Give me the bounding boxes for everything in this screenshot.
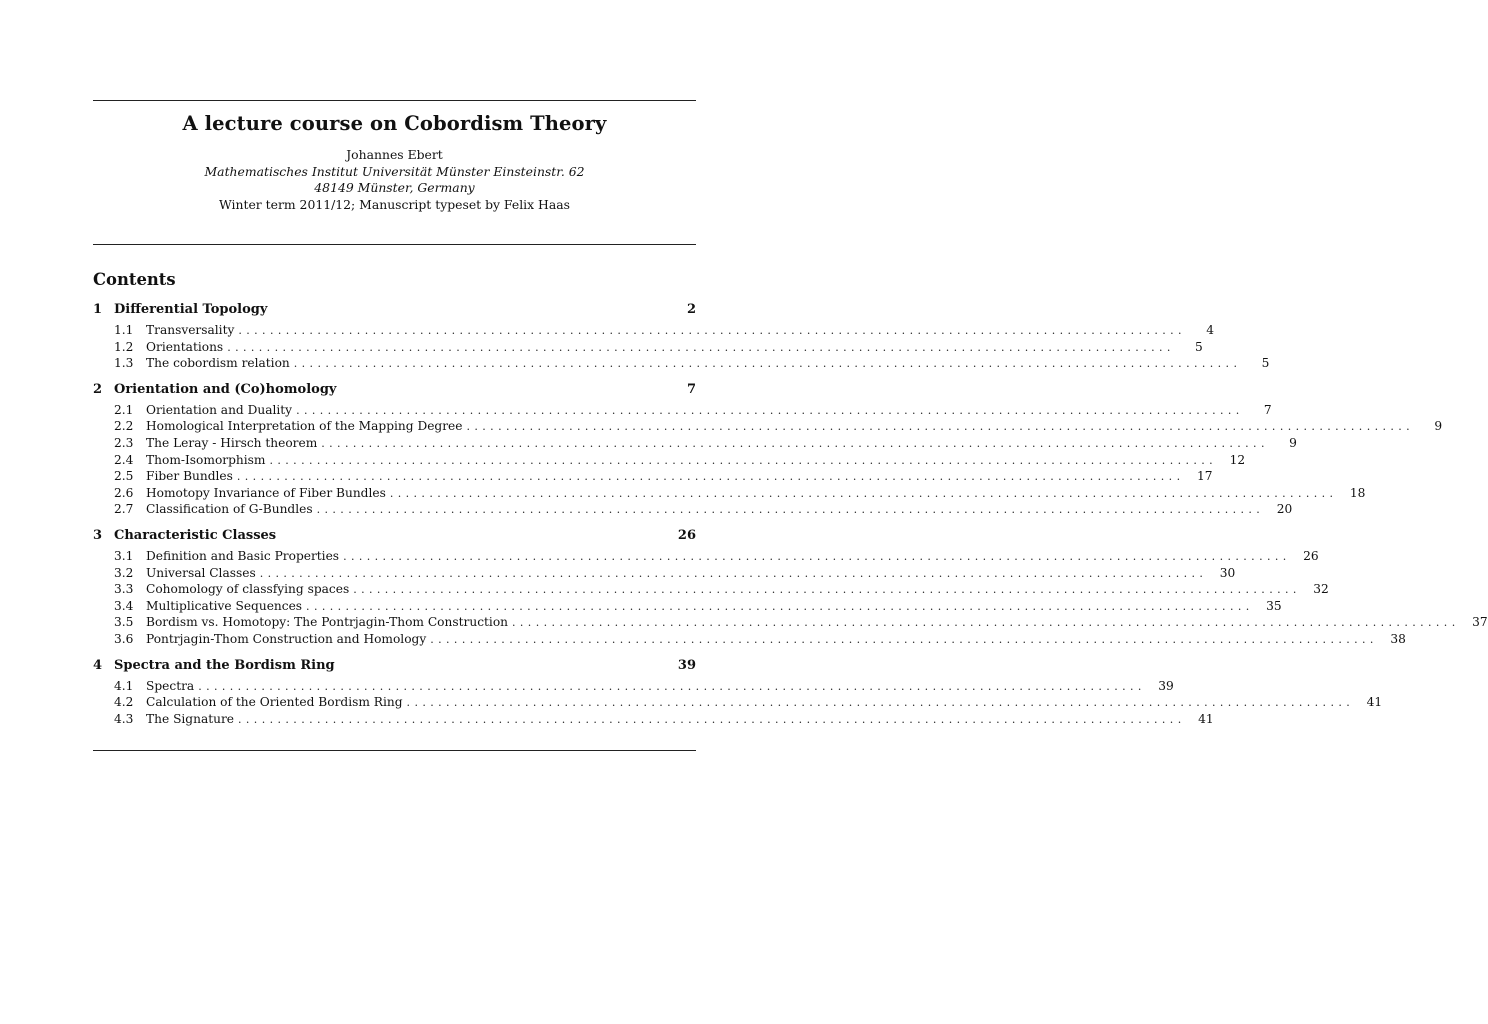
section-page-number: 38 [1390,631,1406,646]
section-number: 2.5 [114,469,134,484]
section-number: 3.6 [114,631,134,646]
section-title: The Signature [146,711,235,726]
dot-leader: ........................................................................................................................ [269,453,1218,467]
dot-leader: ........................................................................................................................ [259,566,1208,580]
author: Johannes Ebert [346,147,443,162]
toc-section-entry[interactable] [93,582,1329,599]
dot-leader: ........................................................................................................................ [466,420,1415,434]
chapter-title: Differential Topology [114,302,268,317]
dot-leader: ........................................................................................................................ [389,486,1338,500]
toc-section-entry[interactable] [93,711,1214,729]
chapter-number: 3 [93,527,103,543]
section-title: Orientations [146,339,224,354]
section-title: Universal Classes [146,565,256,580]
section-number: 4.3 [114,711,134,726]
chapter-number: 4 [93,657,103,673]
top-rule [93,100,696,101]
section-title: Thom-Isomorphism [146,452,266,467]
section-title: Pontrjagin-Thom Construction and Homology [146,631,427,646]
dot-leader: ........................................................................................................................ [512,616,1460,630]
section-number: 3.2 [114,565,134,580]
section-number: 2.6 [114,485,134,500]
dot-leader: ........................................................................................................................ [321,436,1269,450]
affiliation-line-1: Mathematisches Institut Universität Münster Einsteinstr. 62 [204,163,585,179]
toc-chapter-entry[interactable] [93,658,696,675]
bottom-rule [93,750,696,751]
section-page-number: 26 [1303,548,1319,563]
toc-section-entry[interactable] [93,502,1293,519]
chapter-page-number: 26 [677,527,696,543]
chapter-page-number: 39 [677,657,696,673]
section-page-number: 41 [1366,695,1383,710]
section-title: Definition and Basic Properties [146,548,340,563]
toc-section-entry[interactable] [93,598,1282,616]
section-page-number: 12 [1229,452,1246,467]
section-number: 2.4 [114,452,134,467]
section-title: Homotopy Invariance of Fiber Bundles [146,485,386,500]
section-number: 2.7 [114,502,134,517]
term-note: Winter term 2011/12; Manuscript typeset by Felix Haas [219,196,570,212]
toc-section-entry[interactable] [93,485,1366,503]
chapter-number: 2 [93,381,103,397]
section-title: Calculation of the Oriented Bordism Ring [146,695,403,710]
toc-section-entry[interactable] [93,323,1214,340]
section-number: 2.1 [114,402,134,417]
section-number: 1.1 [114,323,134,337]
section-page-number: 39 [1158,678,1174,693]
toc-section-entry[interactable] [93,631,1406,649]
section-page-number: 9 [1289,435,1297,450]
toc-section-entry[interactable] [93,419,1443,436]
document-title: A lecture course on Cobordism Theory [182,112,607,135]
toc-section-entry[interactable] [93,339,1203,357]
dot-leader: ........................................................................................................................ [227,340,1175,354]
toc-section-entry[interactable] [93,615,1488,632]
dot-leader: ........................................................................................................................ [406,696,1355,710]
chapter-page-number: 7 [686,381,696,397]
toc-chapter-entry[interactable] [93,528,696,545]
section-title: Classification of G-Bundles [146,502,313,517]
toc-chapter [93,527,1488,649]
section-title: Multiplicative Sequences [146,598,303,613]
section-title: Bordism vs. Homotopy: The Pontrjagin-Thom Construction [146,615,509,630]
toc-section-entry[interactable] [93,402,1272,420]
section-title: Cohomology of classfying spaces [146,582,350,597]
toc-section-entry[interactable] [93,435,1297,453]
section-page-number: 30 [1219,565,1236,580]
section-number: 2.2 [114,419,134,434]
section-title: The Leray - Hirsch theorem [146,435,318,450]
chapter-number: 1 [93,302,103,317]
section-title: Transversality [146,323,235,337]
dot-leader: ........................................................................................................................ [353,583,1301,597]
section-title: Orientation and Duality [146,402,293,417]
section-page-number: 41 [1198,711,1214,726]
section-page-number: 5 [1261,356,1270,371]
section-number: 1.3 [114,356,134,371]
dot-leader: ........................................................................................................................ [238,324,1186,337]
section-title: Fiber Bundles [146,469,233,484]
dot-leader: ........................................................................................................................ [316,503,1265,517]
section-page-number: 9 [1434,419,1443,434]
section-page-number: 20 [1276,502,1293,517]
section-number: 3.4 [114,598,134,613]
section-number: 3.5 [114,615,134,630]
toc-chapter-entry[interactable] [93,382,696,399]
section-number: 3.1 [114,548,134,563]
section-page-number: 37 [1472,615,1488,630]
toc-chapter [93,657,1383,729]
toc-section-entry[interactable] [93,452,1246,470]
section-number: 3.3 [114,582,134,597]
toc-section-entry[interactable] [93,356,1270,373]
section-page-number: 35 [1266,598,1282,613]
affiliation-line-2: 48149 Münster, Germany [314,180,475,196]
dot-leader: ........................................................................................................................ [236,470,1185,484]
toc-section-entry[interactable] [93,548,1319,566]
toc-section-entry[interactable] [93,695,1383,712]
chapter-title: Orientation and (Co)homology [114,381,337,397]
toc-section-entry[interactable] [93,565,1236,583]
section-title: The cobordism relation [146,356,290,371]
chapter-page-number: 2 [686,302,696,317]
chapter-title: Characteristic Classes [114,527,277,543]
dot-leader: ........................................................................................................................ [198,679,1146,693]
section-page-number: 7 [1263,402,1272,417]
section-number: 4.2 [114,695,134,710]
section-page-number: 32 [1313,582,1329,597]
section-page-number: 18 [1349,485,1366,500]
toc-chapter-entry[interactable] [93,302,696,319]
section-page-number: 4 [1206,323,1214,337]
dot-leader: ........................................................................................................................ [238,712,1186,726]
toc-chapter [93,381,1443,519]
dot-leader: ........................................................................................................................ [296,403,1244,417]
toc-section-entry[interactable] [93,469,1213,486]
section-title: Homological Interpretation of the Mapping Degree [146,419,463,434]
dot-leader: ........................................................................................................................ [343,549,1291,563]
section-page-number: 5 [1195,339,1203,354]
section-page-number: 17 [1196,469,1213,484]
contents-heading: Contents [93,270,176,289]
toc-chapter [93,302,1270,373]
table-of-contents [93,302,1488,737]
section-title: Spectra [146,678,195,693]
chapter-title: Spectra and the Bordism Ring [114,657,335,673]
dot-leader: ........................................................................................................................ [430,632,1378,646]
middle-rule [93,244,696,245]
section-number: 1.2 [114,339,134,354]
title-block [93,112,696,213]
section-number: 2.3 [114,435,134,450]
toc-section-entry[interactable] [93,678,1174,696]
dot-leader: ........................................................................................................................ [293,357,1242,371]
dot-leader: ........................................................................................................................ [306,599,1254,613]
section-number: 4.1 [114,678,134,693]
